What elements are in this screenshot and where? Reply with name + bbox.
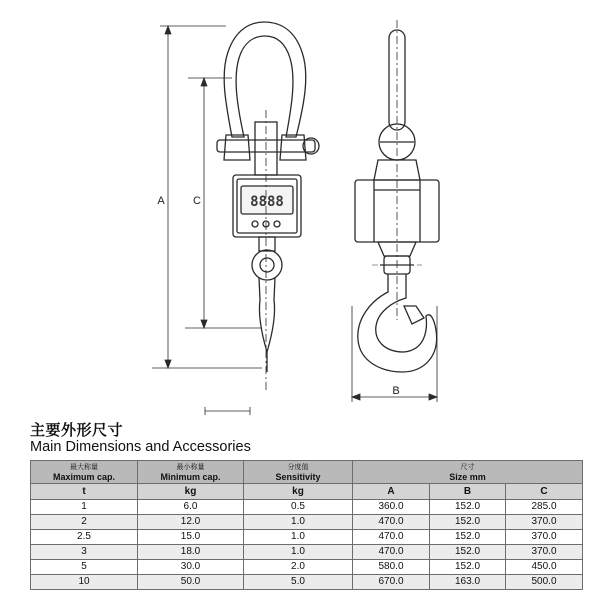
table-cell: 152.0 [430, 515, 506, 530]
table-cell: 1 [31, 500, 138, 515]
header-min-cap-cn: 最小称量 [176, 463, 205, 471]
table-cell: 670.0 [353, 575, 430, 590]
table-cell: 2 [31, 515, 138, 530]
dimensions-table [30, 460, 583, 590]
table-cell: 2.5 [31, 530, 138, 545]
table-cell: 15.0 [138, 530, 244, 545]
table-cell: 470.0 [353, 545, 430, 560]
table-cell: 152.0 [430, 500, 506, 515]
dimension-label-c: C [193, 195, 201, 207]
unit-cell: A [353, 484, 430, 500]
table-cell: 1.0 [244, 530, 353, 545]
table-cell: 580.0 [353, 560, 430, 575]
front-shackle-bow [224, 22, 306, 137]
front-shackle-ear-left [224, 135, 250, 160]
header-sens-en: Sensitivity [275, 471, 321, 482]
front-swivel-eye [252, 250, 282, 280]
table-cell: 285.0 [506, 500, 583, 515]
header-max-cap [31, 461, 138, 484]
header-size-cn: 尺寸 [460, 463, 475, 471]
unit-cell: kg [138, 484, 244, 500]
table-cell: 50.0 [138, 575, 244, 590]
table-cell: 152.0 [430, 530, 506, 545]
table-cell: 10 [31, 575, 138, 590]
section-title-en: Main Dimensions and Accessories [30, 439, 251, 455]
side-view [355, 20, 439, 372]
table-row [31, 545, 583, 560]
header-sens-cn: 分度值 [287, 463, 309, 471]
table-cell: 0.5 [244, 500, 353, 515]
unit-cell: kg [244, 484, 353, 500]
header-max-cap-cn: 最大称量 [70, 463, 98, 471]
table-cell: 370.0 [506, 515, 583, 530]
table-cell: 12.0 [138, 515, 244, 530]
section-title-cn: 主要外形尺寸 [30, 421, 124, 439]
dimension-label-b: B [392, 385, 400, 397]
table-cell: 370.0 [506, 530, 583, 545]
table-header-row [31, 461, 583, 484]
table-cell: 470.0 [353, 530, 430, 545]
header-size-en: Size mm [449, 471, 486, 482]
front-lower-neck [259, 237, 275, 251]
table-cell: 163.0 [430, 575, 506, 590]
header-min-cap [138, 461, 244, 484]
table-row [31, 500, 583, 515]
table-cell: 5.0 [244, 575, 353, 590]
table-cell: 152.0 [430, 545, 506, 560]
front-button-left [252, 221, 258, 227]
header-sensitivity [244, 461, 353, 484]
table-cell: 2.0 [244, 560, 353, 575]
table-cell: 360.0 [353, 500, 430, 515]
front-hook-profile [259, 278, 275, 352]
header-max-cap-en: Maximum cap. [52, 471, 116, 482]
table-row [31, 515, 583, 530]
table-cell: 152.0 [430, 560, 506, 575]
table-cell: 470.0 [353, 515, 430, 530]
table-cell: 6.0 [138, 500, 244, 515]
front-button-right [274, 221, 280, 227]
unit-cell: t [31, 484, 138, 500]
unit-cell: B [430, 484, 506, 500]
dimension-lines [152, 26, 437, 415]
unit-cell: C [506, 484, 583, 500]
table-cell: 500.0 [506, 575, 583, 590]
table-row [31, 530, 583, 545]
table-cell: 1.0 [244, 545, 353, 560]
header-min-cap-en: Minimum cap. [160, 471, 221, 482]
table-cell: 3 [31, 545, 138, 560]
table-cell: 450.0 [506, 560, 583, 575]
table-cell: 370.0 [506, 545, 583, 560]
front-swivel-eye-inner [260, 258, 274, 272]
table-cell: 18.0 [138, 545, 244, 560]
table-cell: 1.0 [244, 515, 353, 530]
front-display-digits: 8888 [250, 194, 284, 210]
table-row [31, 575, 583, 590]
table-row [31, 560, 583, 575]
table-cell: 30.0 [138, 560, 244, 575]
front-shackle-ear-right [280, 135, 306, 160]
table-cell: 5 [31, 560, 138, 575]
dimension-label-a: A [157, 195, 165, 207]
header-size [353, 461, 583, 484]
table-units-row [31, 484, 583, 500]
